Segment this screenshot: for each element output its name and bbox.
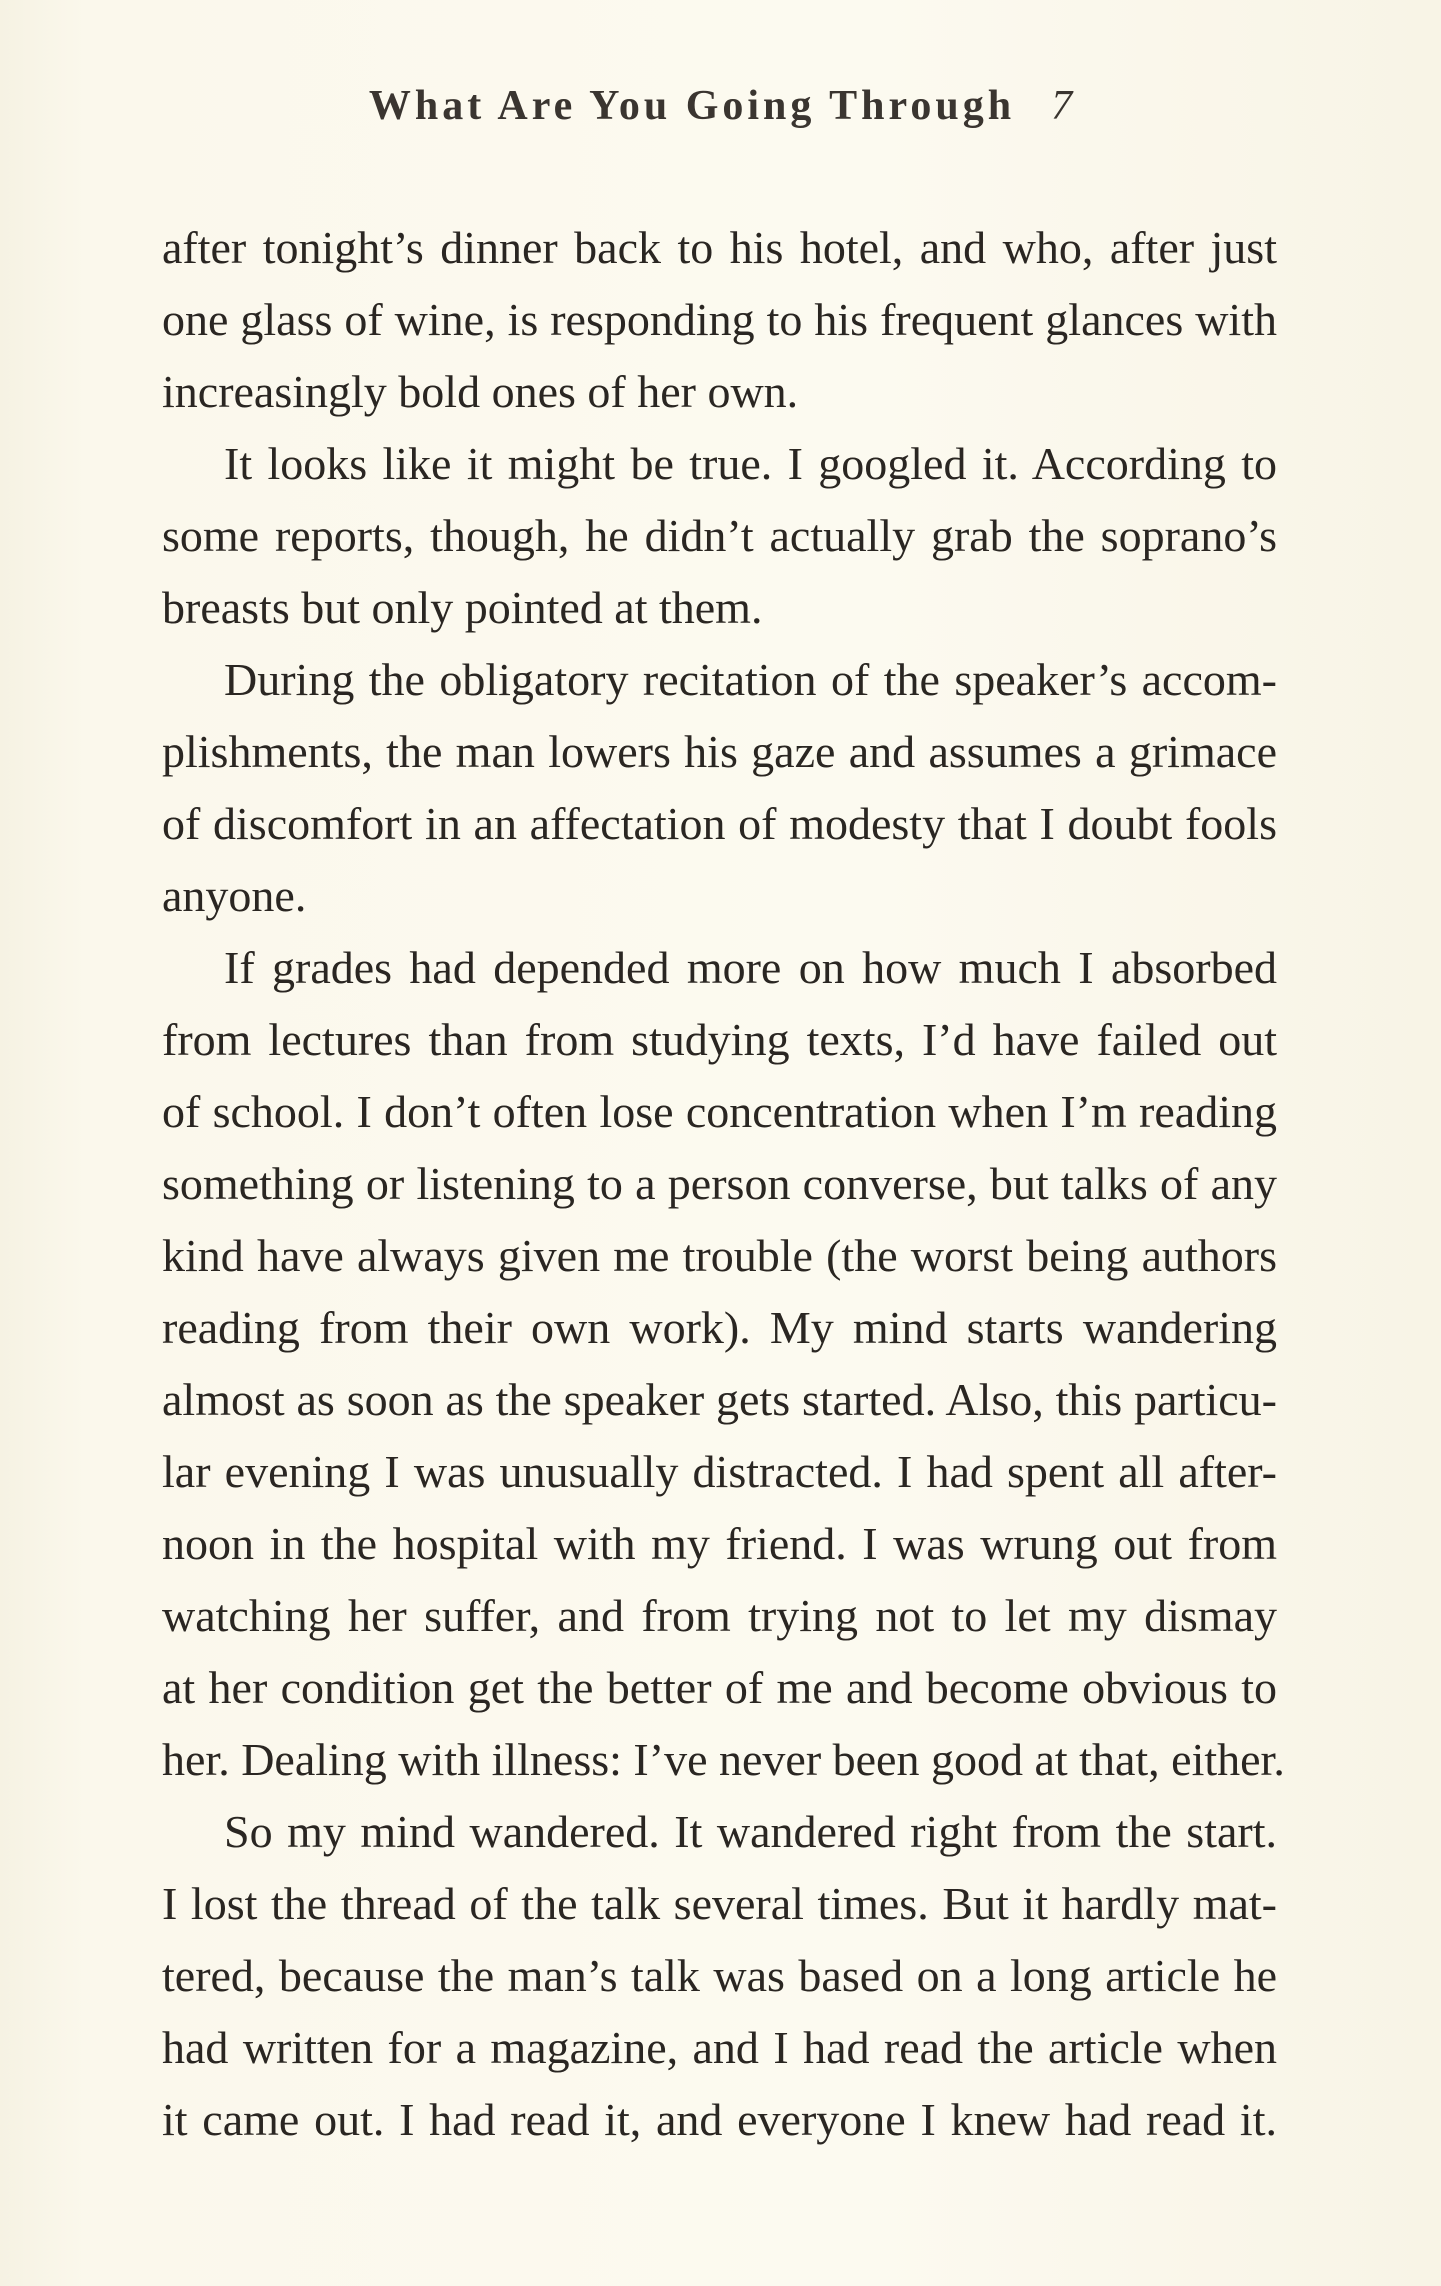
text-line: So my mind wandered. It wandered right from the start. [224,1806,1277,1857]
text-line: It looks like it might be true. I googled it. According to [224,438,1277,489]
text-line: after tonight’s dinner back to his hotel, and who, after just [162,222,1277,273]
text-line: reading from their own work). My mind starts wandering [162,1302,1277,1353]
text-line: of discomfort in an affectation of modesty that I doubt fools [162,798,1277,849]
text-line: I lost the thread of the talk several times. But it hardly mat- [162,1878,1277,1929]
text-line: kind have always given me trouble (the worst being authors [162,1230,1277,1281]
text-line: plishments, the man lowers his gaze and assumes a grimace [162,726,1277,777]
text-line: one glass of wine, is responding to his frequent glances with [162,294,1277,345]
text-line: lar evening I was unusually distracted. I had spent all after- [162,1446,1277,1497]
text-line: During the obligatory recitation of the speaker’s accom- [224,654,1277,705]
text-line: something or listening to a person converse, but talks of any [162,1158,1277,1209]
text-line: it came out. I had read it, and everyone I knew had read it. [162,2094,1277,2145]
text-line: breasts but only pointed at them. [162,582,763,633]
text-line: her. Dealing with illness: I’ve never been good at that, either. [162,1734,1285,1785]
text-line: from lectures than from studying texts, I’d have failed out [162,1014,1277,1065]
body-text [162,212,1285,2156]
text-line: If grades had depended more on how much I absorbed [224,942,1277,993]
text-line: watching her suffer, and from trying not to let my dismay [162,1590,1277,1641]
text-line: tered, because the man’s talk was based on a long article he [162,1950,1277,2001]
running-header [0,82,1441,130]
text-line: increasingly bold ones of her own. [162,366,799,417]
text-line: some reports, though, he didn’t actually grab the soprano’s [162,510,1277,561]
text-line: of school. I don’t often lose concentration when I’m reading [162,1086,1277,1137]
page-number: 7 [1051,83,1073,129]
text-line: had written for a magazine, and I had read the article when [162,2022,1277,2073]
text-line: almost as soon as the speaker gets started. Also, this particu- [162,1374,1277,1425]
text-line: at her condition get the better of me and become obvious to [162,1662,1277,1713]
text-line: noon in the hospital with my friend. I was wrung out from [162,1518,1277,1569]
running-title: What Are You Going Through [368,83,1016,129]
text-line: anyone. [162,870,307,921]
